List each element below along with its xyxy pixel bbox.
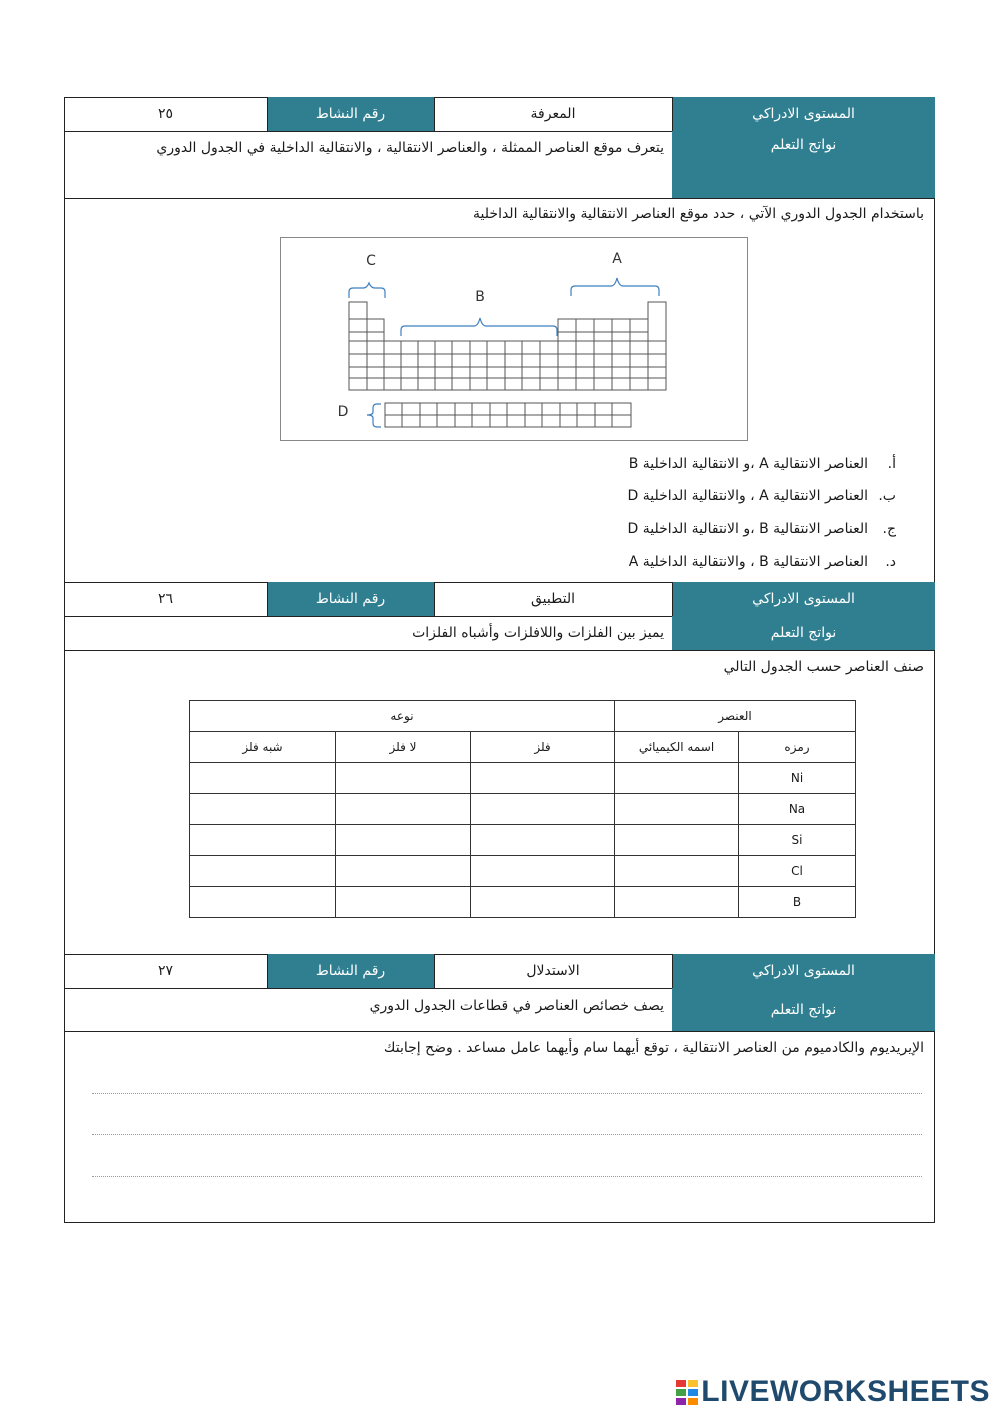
classification-table [189, 700, 856, 918]
option-b[interactable]: ب.العناصر الانتقالية A ، والانتقالية الداخلية D [627, 488, 896, 504]
level-label-27: المستوى الادراكي [672, 954, 935, 988]
level-label-26: المستوى الادراكي [672, 582, 935, 616]
table-row [190, 794, 856, 825]
answer-cell[interactable] [615, 856, 739, 887]
answer-cell[interactable] [190, 825, 336, 856]
liveworksheets-logo-text: LIVEWORKSHEETS [701, 1375, 990, 1408]
answer-cell[interactable] [336, 856, 471, 887]
table-row [190, 763, 856, 794]
question-26: صنف العناصر حسب الجدول التالي [723, 659, 924, 675]
outcome-label-27: نواتج التعلم [672, 988, 935, 1031]
symbol-cell: Cl [739, 856, 856, 887]
question-27: الإيريديوم والكادميوم من العناصر الانتقالية ، توقع أيهما سام وأيهما عامل مساعد . وضح إجابتك [383, 1040, 924, 1056]
answer-cell[interactable] [336, 887, 471, 918]
level-value-27: الاستدلال [526, 963, 580, 979]
answer-cell[interactable] [336, 763, 471, 794]
outcome-text-26: يميز بين الفلزات واللافلزات وأشباه الفلزات [412, 625, 664, 641]
answer-cell[interactable] [471, 794, 615, 825]
symbol-cell: Ni [739, 763, 856, 794]
answer-cell[interactable] [190, 856, 336, 887]
level-value-25: المعرفة [530, 106, 576, 122]
figure-label-a: A [612, 251, 622, 267]
answer-cell[interactable] [615, 887, 739, 918]
activity-number-27: ٢٧ [157, 963, 174, 979]
activity-number-26: ٢٦ [157, 591, 174, 607]
col-header-nonmetal: لا فلز [336, 732, 471, 763]
col-header-metalloid: شبه فلز [190, 732, 336, 763]
option-c[interactable]: ج.العناصر الانتقالية B ،و الانتقالية الداخلية D [627, 521, 896, 537]
group-header-type: نوعه [190, 701, 615, 732]
question-25: باستخدام الجدول الدوري الآتي ، حدد موقع العناصر الانتقالية والانتقالية الداخلية [473, 206, 924, 222]
periodic-table-figure [280, 237, 748, 441]
symbol-cell: B [739, 887, 856, 918]
answer-line[interactable] [92, 1134, 922, 1135]
answer-cell[interactable] [336, 794, 471, 825]
answer-cell[interactable] [190, 887, 336, 918]
table-row [190, 856, 856, 887]
outcome-label-26: نواتج التعلم [672, 616, 935, 650]
figure-label-b: B [475, 289, 485, 305]
answer-cell[interactable] [471, 763, 615, 794]
liveworksheets-logo-icon [675, 1378, 699, 1406]
answer-line[interactable] [92, 1176, 922, 1177]
option-d[interactable]: د.العناصر الانتقالية B ، والانتقالية الداخلية A [628, 554, 896, 570]
liveworksheets-logo [675, 1375, 990, 1409]
table-row [190, 887, 856, 918]
activity-number-25: ٢٥ [157, 106, 174, 122]
answer-cell[interactable] [471, 856, 615, 887]
answer-cell[interactable] [336, 825, 471, 856]
figure-label-c: C [366, 253, 376, 269]
symbol-cell: Na [739, 794, 856, 825]
activity-label-25: رقم النشاط [267, 97, 434, 131]
table-row [190, 825, 856, 856]
outcome-label-25: نواتج التعلم [672, 131, 935, 198]
col-header-metal: فلز [471, 732, 615, 763]
outcome-text-27: يصف خصائص العناصر في قطاعات الجدول الدوري [369, 998, 664, 1014]
group-header-element: العنصر [615, 701, 856, 732]
answer-cell[interactable] [615, 763, 739, 794]
col-header-symbol: رمزه [739, 732, 856, 763]
answer-cell[interactable] [190, 794, 336, 825]
answer-cell[interactable] [615, 794, 739, 825]
periodic-table-diagram [281, 238, 747, 440]
activity-label-26: رقم النشاط [267, 582, 434, 616]
answer-cell[interactable] [471, 825, 615, 856]
col-header-name: اسمه الكيميائي [615, 732, 739, 763]
figure-label-d: D [337, 404, 349, 420]
answer-cell[interactable] [471, 887, 615, 918]
level-value-26: التطبيق [531, 591, 575, 607]
answer-cell[interactable] [615, 825, 739, 856]
activity-label-27: رقم النشاط [267, 954, 434, 988]
outcome-text-25: يتعرف موقع العناصر الممثلة ، والعناصر الانتقالية ، والانتقالية الداخلية في الجدول الدوري [156, 140, 664, 156]
answer-cell[interactable] [190, 763, 336, 794]
option-a[interactable]: أ.العناصر الانتقالية A ،و الانتقالية الداخلية B [628, 456, 896, 472]
answer-line[interactable] [92, 1093, 922, 1094]
symbol-cell: Si [739, 825, 856, 856]
level-label-25: المستوى الادراكي [672, 97, 935, 131]
